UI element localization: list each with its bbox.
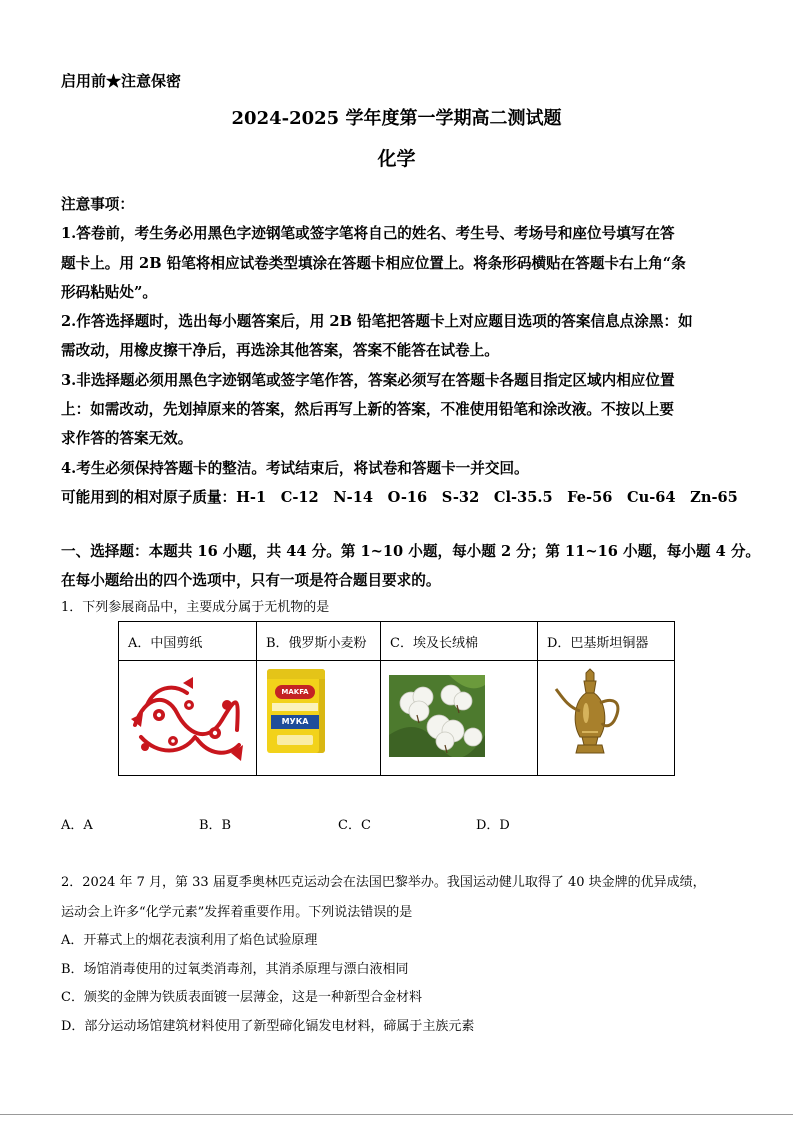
instruction-line: 3.非选择题必须用黑色字迹钢笔或签字笔作答，答案必须写在答题卡各题目指定区域内相应位置 [61,371,675,389]
instruction-line: 4.考生必须保持答题卡的整洁。考试结束后，将试卷和答题卡一并交回。 [61,459,529,477]
answer-option-b: B．B [199,818,232,833]
question-2-option-b: B．场馆消毒使用的过氧类消毒剂，其消杀原理与漂白液相同 [61,962,409,977]
option-c-image-cell [381,661,538,776]
instruction-line: 题卡上。用 2B 铅笔将相应试卷类型填涂在答题卡相应位置上。将条形码横贴在答题卡右上角“条 [61,254,686,272]
option-a-image-cell [119,661,257,776]
section-heading-line: 一、选择题：本题共 16 小题，共 44 分。第 1~10 小题，每小题 2 分；第 11~16 小题，每小题 4 分。 [61,543,761,560]
cotton-boll-image [389,675,485,757]
brass-ewer-image [552,667,632,767]
section-heading [61,537,781,595]
option-b-header: B．俄罗斯小麦粉 [257,622,381,661]
option-c-header: C．埃及长绒棉 [381,622,538,661]
subject-title: 化学 [377,148,416,170]
flour-bag-label: МУКА [271,715,319,729]
confidential-label: 启用前★注意保密 [61,72,182,90]
answer-option-c: C．C [338,818,371,833]
question-1-options-table [118,621,675,776]
question-1-stem: 1．下列参展商品中，主要成分属于无机物的是 [61,600,330,615]
instruction-line: 2.作答选择题时，选出每小题答案后，用 2B 铅笔把答题卡上对应题目选项的答案信息点涂黑：如 [61,313,693,331]
instruction-line: 求作答的答案无效。 [61,430,193,448]
option-d-header: D．巴基斯坦铜器 [538,622,675,661]
instructions-block [61,190,741,512]
answer-option-d: D．D [476,818,510,833]
flour-bag-brand: MAKFA [275,685,315,699]
flour-bag-image [267,669,325,753]
option-b-image-cell [257,661,381,776]
atomic-mass-line: 可能用到的相对原子质量：H-1 C-12 N-14 O-16 S-32 Cl-35.5 Fe-56 Cu-64 Zn-65 [61,488,738,506]
instruction-line: 1.答卷前，考生务必用黑色字迹钢笔或签字笔将自己的姓名、考生号、考场号和座位号填写在答 [61,225,675,243]
instruction-line: 上：如需改动，先划掉原来的答案，然后再写上新的答案，不准使用铅笔和涂改液。不按以上要 [61,401,674,419]
question-2-option-a: A．开幕式上的烟花表演利用了焰色试验原理 [61,933,318,948]
option-a-header: A．中国剪纸 [119,622,257,661]
section-heading-line: 在每小题给出的四个选项中，只有一项是符合题目要求的。 [61,572,441,589]
question-2-option-d: D．部分运动场馆建筑材料使用了新型碲化镉发电材料，碲属于主族元素 [61,1019,475,1034]
answer-option-a: A．A [61,818,93,833]
instruction-line: 需改动，用橡皮擦干净后，再选涂其他答案，答案不能答在试卷上。 [61,342,499,360]
option-d-image-cell [538,661,675,776]
exam-title: 2024-2025 学年度第一学期高二测试题 [231,108,562,129]
question-2-stem: 2．2024 年 7 月，第 33 届夏季奥林匹克运动会在法国巴黎举办。我国运动健儿取得了 40 块金牌的优异成绩， [61,875,706,890]
question-2-option-c: C．颁奖的金牌为铁质表面镀一层薄金，这是一种新型合金材料 [61,990,422,1005]
instruction-line: 形码粘贴处”。 [61,283,157,301]
dragon-paper-cut-image [127,675,245,765]
instructions-heading: 注意事项： [61,196,134,213]
question-2-stem: 运动会上许多“化学元素”发挥着重要作用。下列说法错误的是 [61,905,413,920]
page-bottom-rule [0,1114,793,1115]
